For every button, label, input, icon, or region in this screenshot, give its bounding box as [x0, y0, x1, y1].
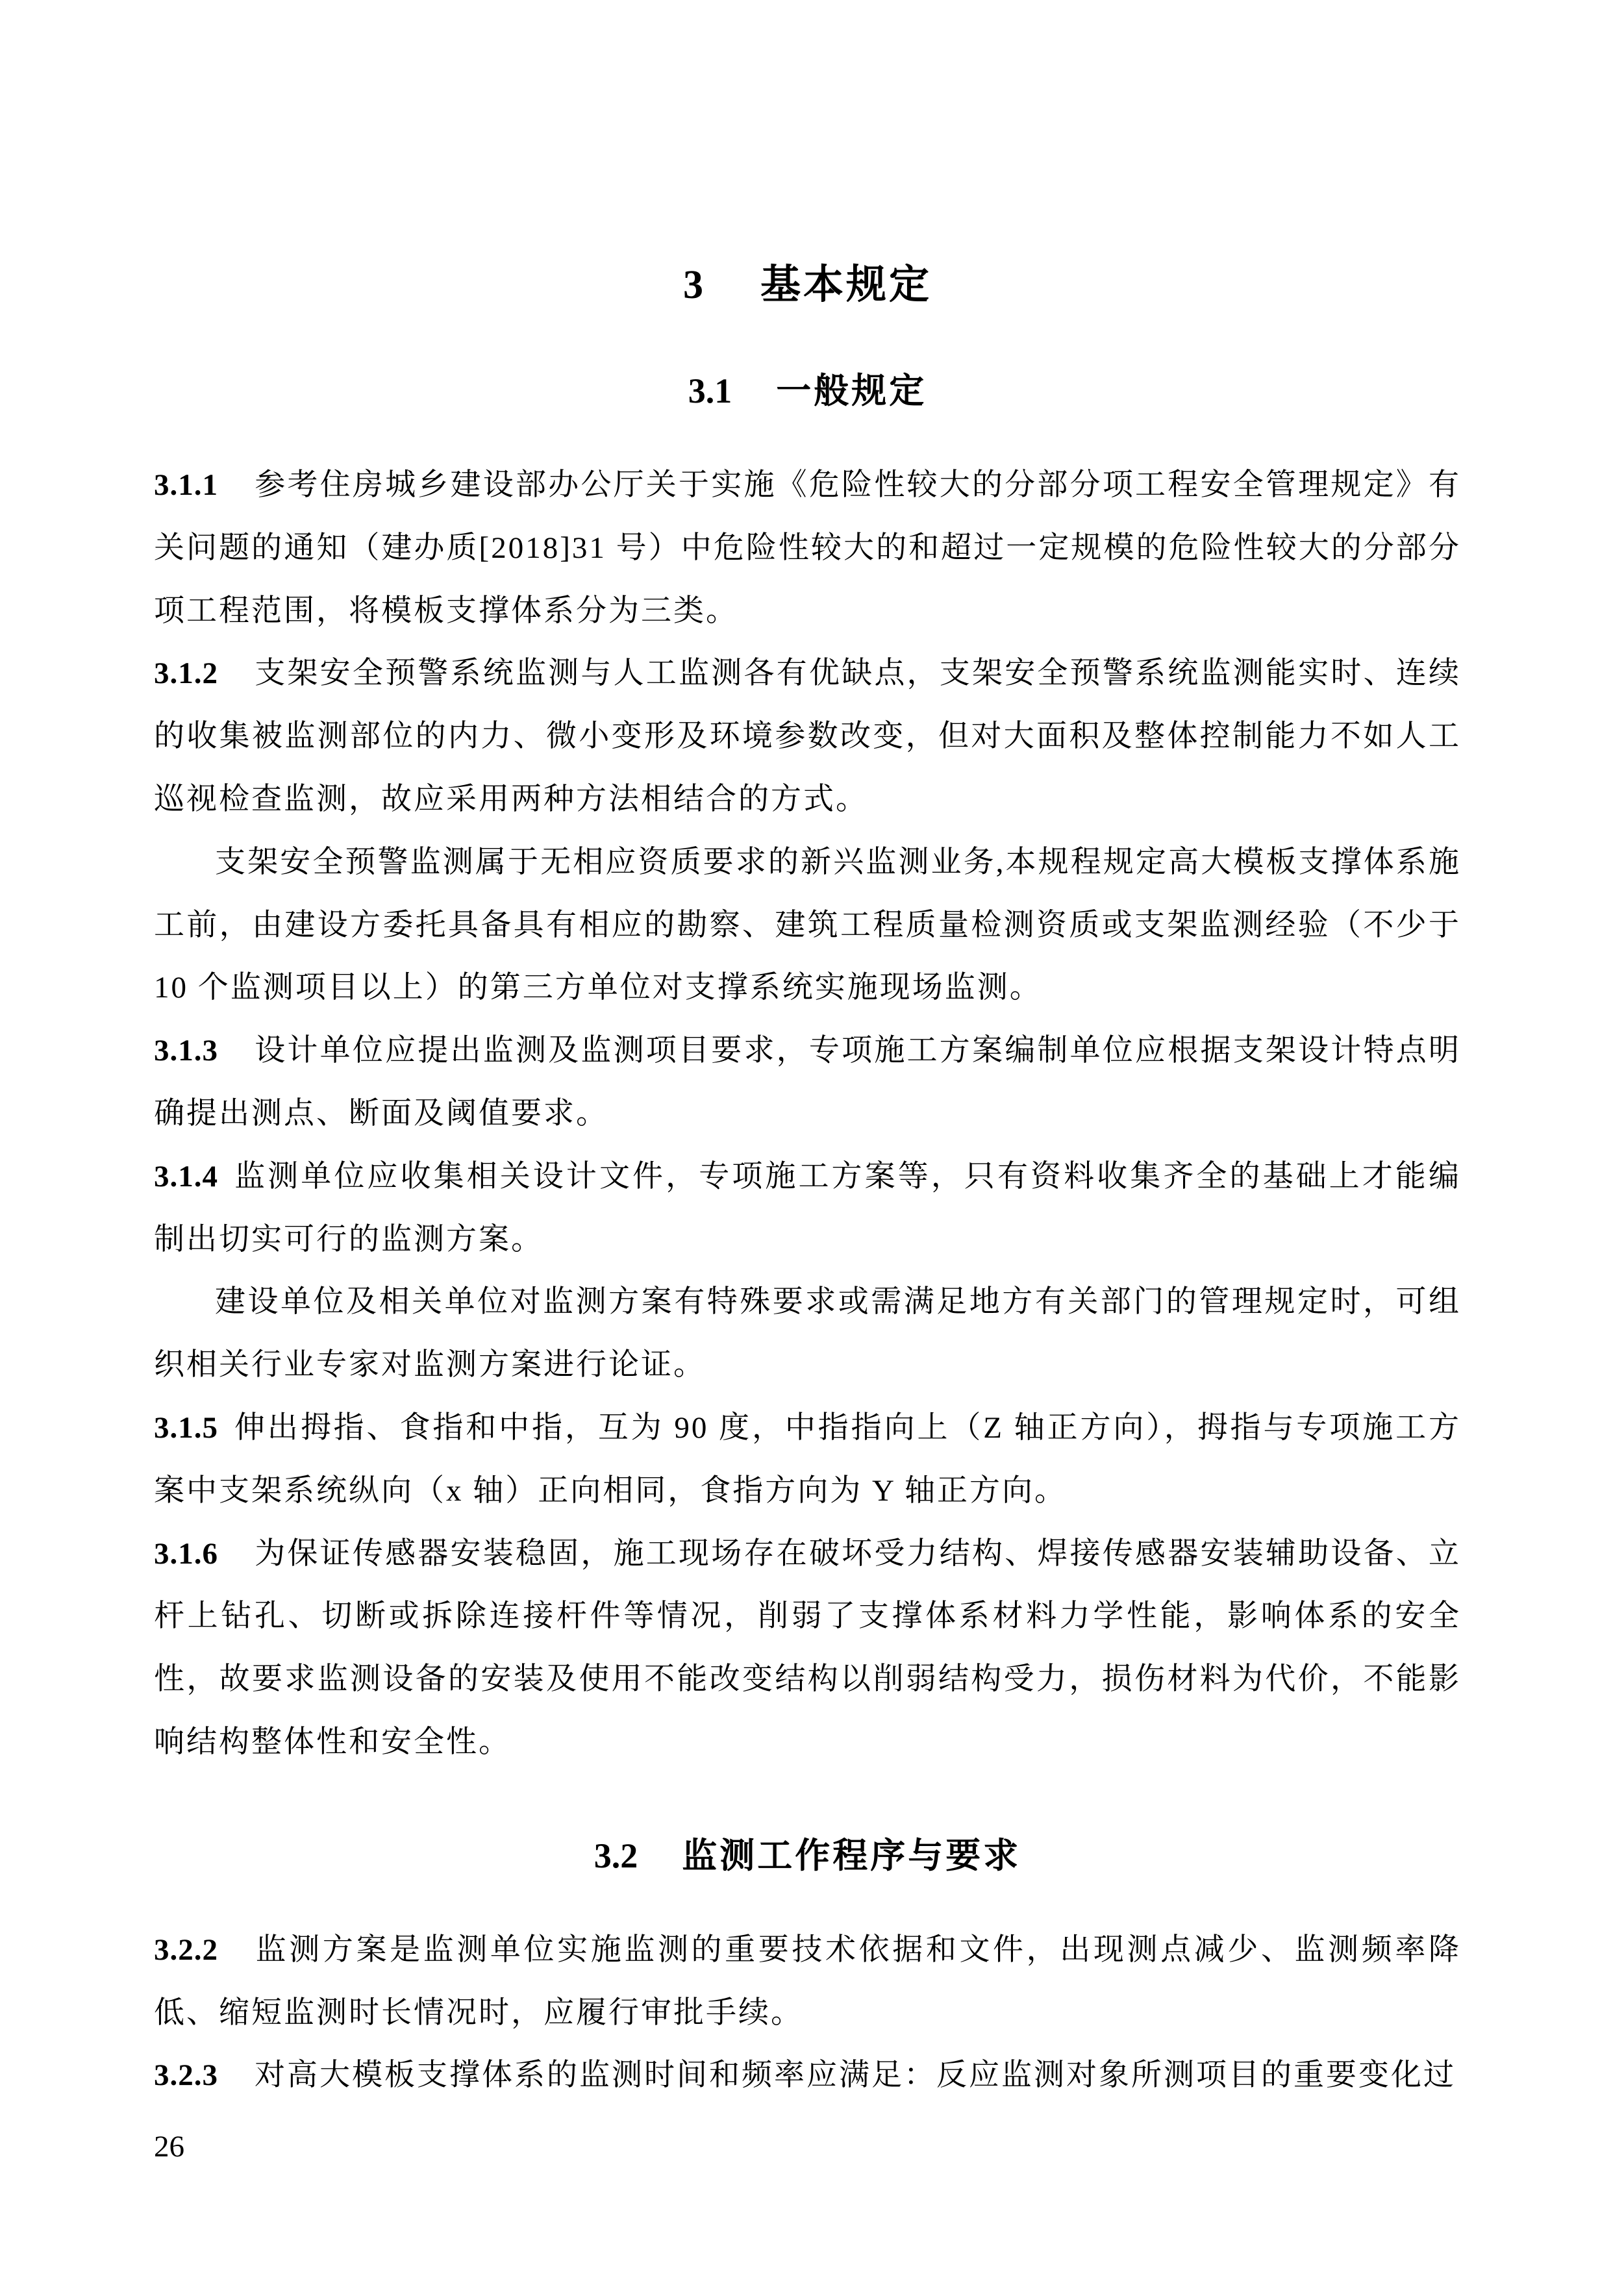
chapter-heading — [154, 261, 1461, 309]
clause-3.2.3: 3.2.3 对高大模板支撑体系的监测时间和频率应满足：反应监测对象所测项目的重要变化过 — [154, 2058, 1456, 2093]
clause-number: 3.1.5 — [154, 1410, 218, 1445]
section-heading-3-1 — [154, 371, 1461, 411]
clause-number: 3.1.2 — [154, 656, 218, 691]
clause-3.1.5: 3.1.5 伸出拇指、食指和中指，互为 90 度，中指指向上（Z 轴正方向），拇指与专项施工方案中支架系统纵向（x 轴）正向相同，食指方向为 Y 轴正方向。 — [154, 1410, 1461, 1508]
section-heading-3-2 — [154, 1836, 1461, 1876]
clause-number: 3.2.3 — [154, 2058, 218, 2093]
clause-3.1.4: 3.1.4 监测单位应收集相关设计文件，专项施工方案等，只有资料收集齐全的基础上才能编制出切实可行的监测方案。 — [154, 1159, 1461, 1256]
page-content — [154, 0, 1461, 2107]
clause-number: 3.1.6 — [154, 1536, 218, 1571]
clause-3.2.2: 3.2.2 监测方案是监测单位实施监测的重要技术依据和文件，出现测点减少、监测频率降低、缩短监测时长情况时，应履行审批手续。 — [154, 1932, 1461, 2030]
section-number: 3.2 — [593, 1836, 638, 1875]
section-3-1 — [154, 371, 1461, 1774]
clause-3.1.1: 3.1.1 参考住房城乡建设部办公厅关于实施《危险性较大的分部分项工程安全管理规定》有关问题的通知（建办质[2018]31 号）中危险性较大的和超过一定规模的危险性较大的分部分项工程范围，将模板支撑体系分为三类。 — [154, 468, 1461, 628]
clause-number: 3.2.2 — [154, 1932, 218, 1967]
commentary-paragraph: 建设单位及相关单位对监测方案有特殊要求或需满足地方有关部门的管理规定时，可组织相关行业专家对监测方案进行论证。 — [154, 1285, 1461, 1382]
clause-number: 3.1.4 — [154, 1159, 218, 1193]
clause-3.1.6: 3.1.6 为保证传感器安装稳固，施工现场存在破坏受力结构、焊接传感器安装辅助设备、立杆上钻孔、切断或拆除连接杆件等情况，削弱了支撑体系材料力学性能，影响体系的安全性，故要求监测设备的安装及使用不能改变结构以削弱结构受力，损伤材料为代价，不能影响结构整体性和安全性。 — [154, 1536, 1461, 1759]
chapter-number: 3 — [682, 263, 703, 307]
section-title: 一般规定 — [776, 371, 927, 410]
clause-3.1.3: 3.1.3 设计单位应提出监测及监测项目要求，专项施工方案编制单位应根据支架设计特点明确提出测点、断面及阈值要求。 — [154, 1034, 1461, 1130]
section-title: 监测工作程序与要求 — [682, 1836, 1021, 1875]
commentary-paragraph: 支架安全预警监测属于无相应资质要求的新兴监测业务,本规程规定高大模板支撑体系施工前，由建设方委托具备具有相应的勘察、建筑工程质量检测资质或支架监测经验（不少于 10 个监测项目以上）的第三方单位对支撑系统实施现场监测。 — [154, 845, 1461, 1005]
section-number: 3.1 — [688, 371, 732, 410]
section-body-1 — [154, 1919, 1461, 2107]
section-3-2 — [154, 1836, 1461, 2107]
chapter-title: 基本规定 — [760, 263, 932, 307]
clause-number: 3.1.1 — [154, 468, 218, 502]
clause-number: 3.1.3 — [154, 1034, 218, 1068]
clause-3.1.2: 3.1.2 支架安全预警系统监测与人工监测各有优缺点，支架安全预警系统监测能实时、连续的收集被监测部位的内力、微小变形及环境参数改变，但对大面积及整体控制能力不如人工巡视检查监测，故应采用两种方法相结合的方式。 — [154, 656, 1461, 816]
section-body-0 — [154, 454, 1461, 1774]
page-number: 26 — [154, 2130, 184, 2164]
